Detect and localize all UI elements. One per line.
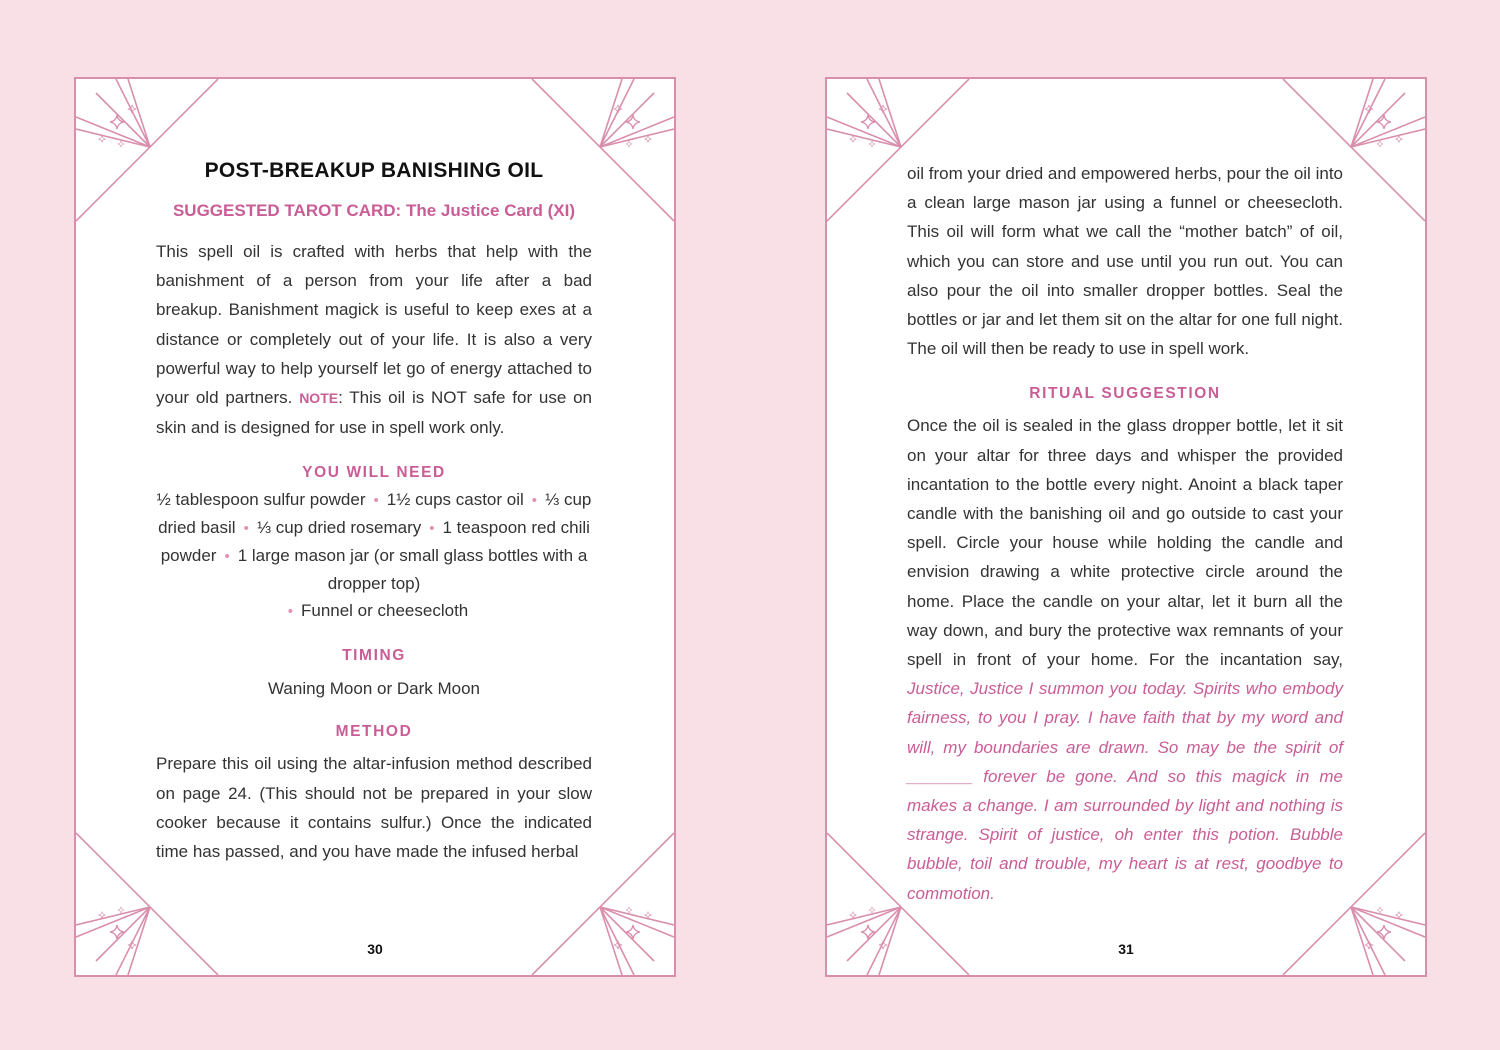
ritual-paragraph bbox=[907, 411, 1343, 907]
tarot-card: The Justice Card (XI) bbox=[405, 201, 576, 220]
bullet-icon: • bbox=[243, 520, 249, 538]
left-page bbox=[74, 77, 676, 977]
you-will-need-heading: YOU WILL NEED bbox=[302, 464, 446, 482]
bullet-icon: • bbox=[224, 548, 230, 566]
method-heading: METHOD bbox=[335, 723, 413, 741]
page-number: 31 bbox=[1118, 941, 1134, 957]
ingredient-item: 1½ cups castor oil bbox=[386, 490, 524, 510]
right-page bbox=[825, 77, 1427, 977]
note-text: : This oil is NOT safe for use on skin and is designed for use in spell work only. bbox=[156, 388, 592, 438]
method-text: Prepare this oil using the altar-infusion method described on page 24. (This should not be prepared in your slow cooker because it contains sulfur.) Once the indicated time has passed, and you have made the infused herbal bbox=[156, 754, 592, 862]
tarot-label: SUGGESTED TAROT CARD: bbox=[172, 201, 402, 220]
ingredient-item: ⅓ cup dried rosemary bbox=[256, 518, 422, 538]
ingredient-item: Funnel or cheesecloth bbox=[300, 601, 469, 621]
bullet-icon: • bbox=[429, 520, 435, 538]
ritual-heading: RITUAL SUGGESTION bbox=[1029, 385, 1221, 403]
bullet-icon: • bbox=[531, 492, 538, 510]
method-continued-text: oil from your dried and empowered herbs, pour the oil into a clean large mason jar using a funnel or cheesecloth. This oil will form what we call the “mother batch” of oil, which you can store and use until you run out. You can also pour the oil into smaller dropper bottles. Seal the bottles or jar and let them sit on the altar for one full night. The oil will then be ready to use in spell work. bbox=[907, 164, 1343, 359]
tarot-suggestion bbox=[156, 201, 592, 221]
ingredient-item: 1 large mason jar (or small glass bottles with a dropper top) bbox=[237, 546, 588, 594]
timing-text: Waning Moon or Dark Moon bbox=[268, 679, 480, 699]
ingredient-item: ⅓ cup dried basil bbox=[158, 490, 592, 538]
ingredient-item: 1 teaspoon red chili powder bbox=[160, 518, 590, 566]
intro-paragraph bbox=[156, 237, 592, 442]
intro-text: This spell oil is crafted with herbs that help with the banishment of a person from your life after a bad breakup. Banishment magick is useful to keep exes at a distance or completely out of your life. It is also a very powerful way to help yourself let go of energy attached to your old partners. bbox=[156, 242, 592, 408]
recipe-title: POST-BREAKUP BANISHING OIL bbox=[204, 159, 544, 182]
bullet-icon: • bbox=[287, 603, 293, 621]
ritual-text: Once the oil is sealed in the glass dropper bottle, let it sit on your altar for three days and whisper the provided incantation to the bottle every night. Anoint a black taper candle with the banishing oil and go outside to cast your spell. Circle your house while holding the candle and envision drawing a white protective circle around the home. Place the candle on your altar, let it burn all the way down, and bury the protective wax remnants of your spell in front of your home. For the incantation say, bbox=[907, 416, 1343, 670]
ingredients-list bbox=[156, 486, 592, 625]
timing-heading: TIMING bbox=[342, 647, 406, 665]
bullet-icon: • bbox=[373, 492, 379, 510]
page-number: 30 bbox=[367, 941, 383, 957]
incantation-text: Justice, Justice I summon you today. Spirits who embody fairness, to you I pray. I have faith that by my word and will, my boundaries are drawn. So may be the spirit of _______ forever be gone. And so this magick in me makes a change. I am surrounded by light and nothing is strange. Spirit of justice, oh enter this potion. Bubble bubble, toil and trouble, my heart is at rest, goodbye to commotion. bbox=[907, 679, 1343, 903]
ingredient-item: ½ tablespoon sulfur powder bbox=[156, 490, 366, 510]
note-label: NOTE bbox=[299, 390, 339, 407]
